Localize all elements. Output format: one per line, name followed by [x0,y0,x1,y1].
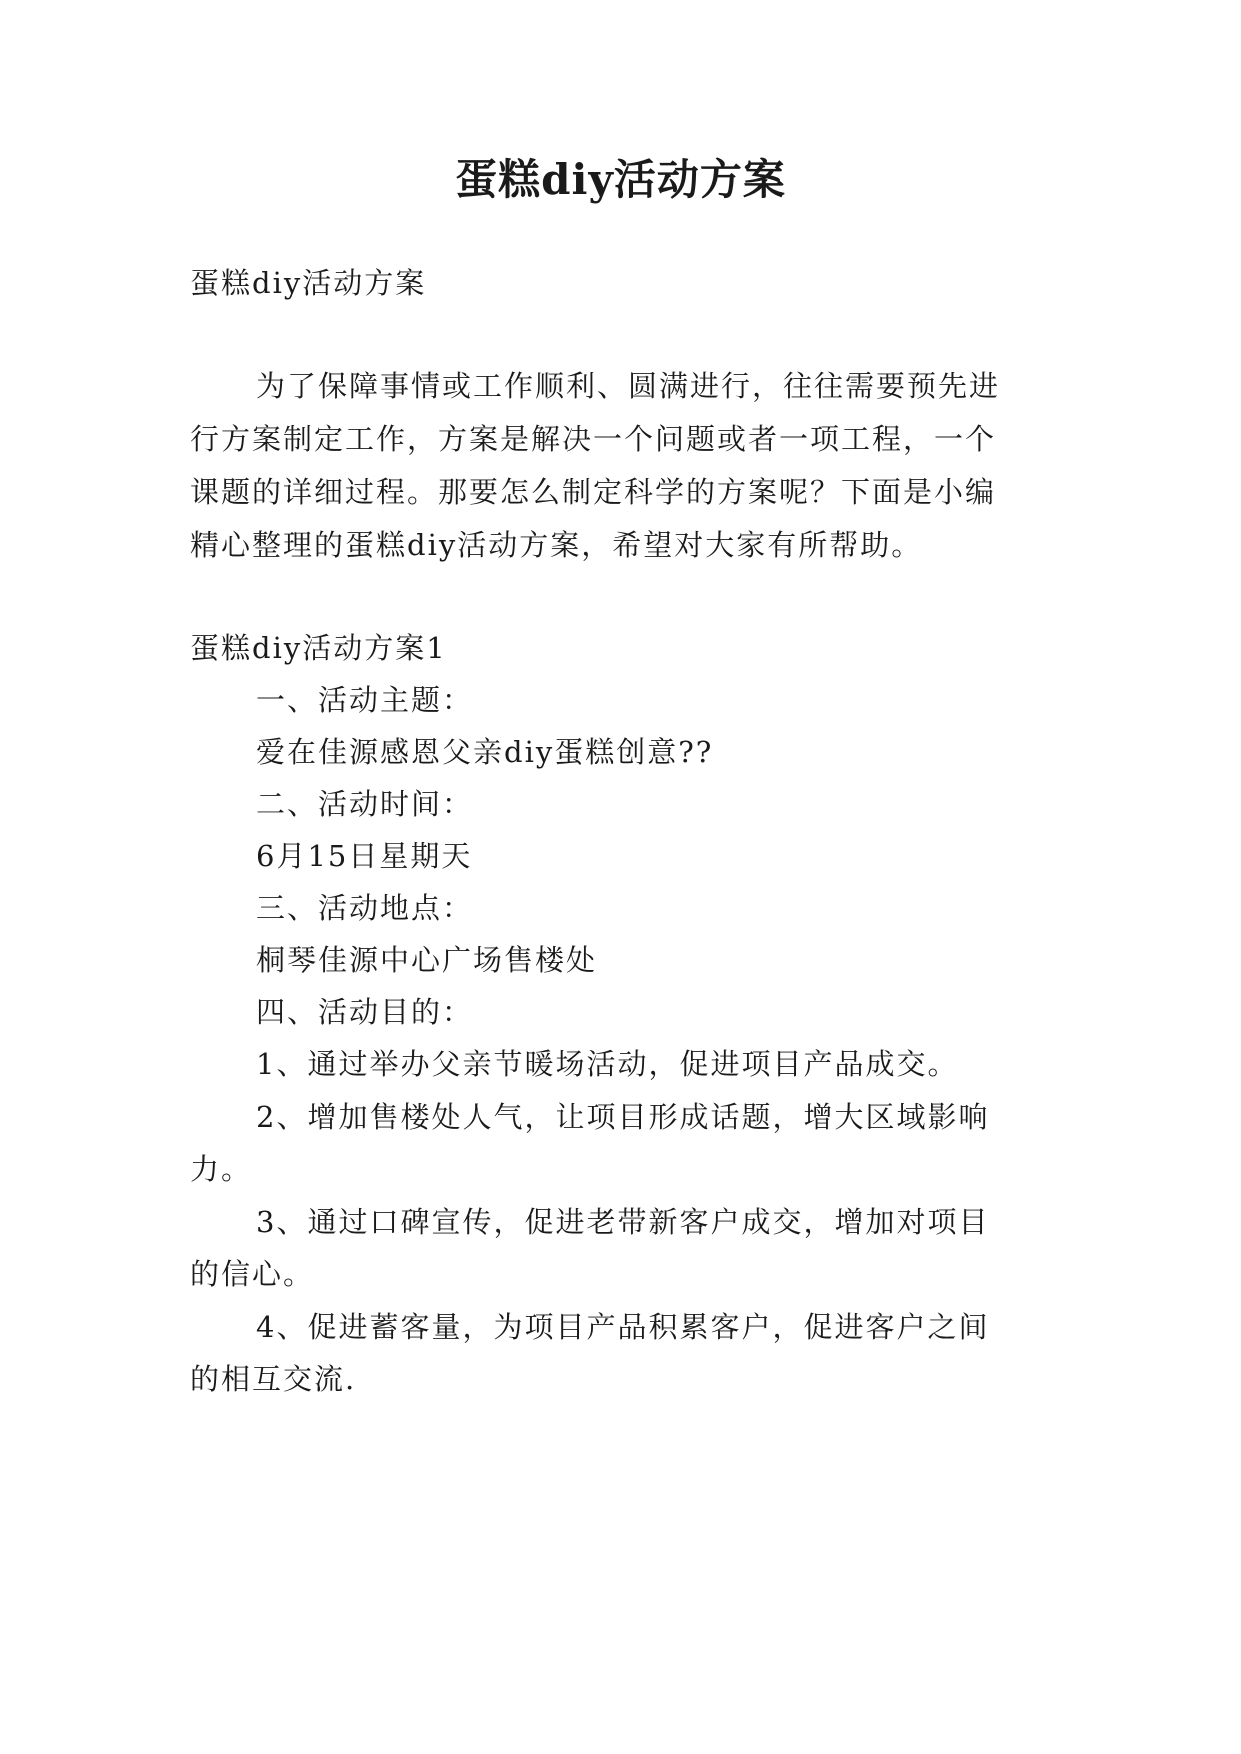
purpose-line-2-continued: 力。 [190,1152,253,1186]
place-label: 三、活动地点： [256,891,474,925]
purpose-line-2: 2、增加售楼处人气，让项目形成话题，增大区域影响 [256,1100,990,1134]
purpose-label: 四、活动目的： [256,995,474,1029]
theme-value: 爱在佳源感恩父亲diy蛋糕创意?? [256,735,714,769]
purpose-line-3: 3、通过口碑宣传，促进老带新客户成交，增加对项目 [256,1205,990,1239]
purpose-line-4-continued: 的相互交流. [190,1362,357,1396]
intro-line-2: 行方案制定工作，方案是解决一个问题或者一项工程，一个 [190,422,997,456]
intro-line-4: 精心整理的蛋糕diy活动方案，希望对大家有所帮助。 [190,528,923,562]
purpose-line-1: 1、通过举办父亲节暖场活动，促进项目产品成交。 [256,1047,959,1081]
intro-line-3: 课题的详细过程。那要怎么制定科学的方案呢？下面是小编 [190,475,997,509]
theme-label: 一、活动主题： [256,683,474,717]
document-title: 蛋糕diy活动方案 [455,155,786,204]
purpose-line-4: 4、促进蓄客量，为项目产品积累客户，促进客户之间 [256,1310,990,1344]
time-value: 6月15日星期天 [256,839,473,873]
purpose-line-3-continued: 的信心。 [190,1257,315,1291]
plan1-heading: 蛋糕diy活动方案1 [190,631,447,665]
intro-line-1: 为了保障事情或工作顺利、圆满进行，往往需要预先进 [256,369,1001,403]
time-label: 二、活动时间： [256,787,474,821]
place-value: 桐琴佳源中心广场售楼处 [256,943,598,977]
document-subtitle: 蛋糕diy活动方案 [190,266,427,300]
